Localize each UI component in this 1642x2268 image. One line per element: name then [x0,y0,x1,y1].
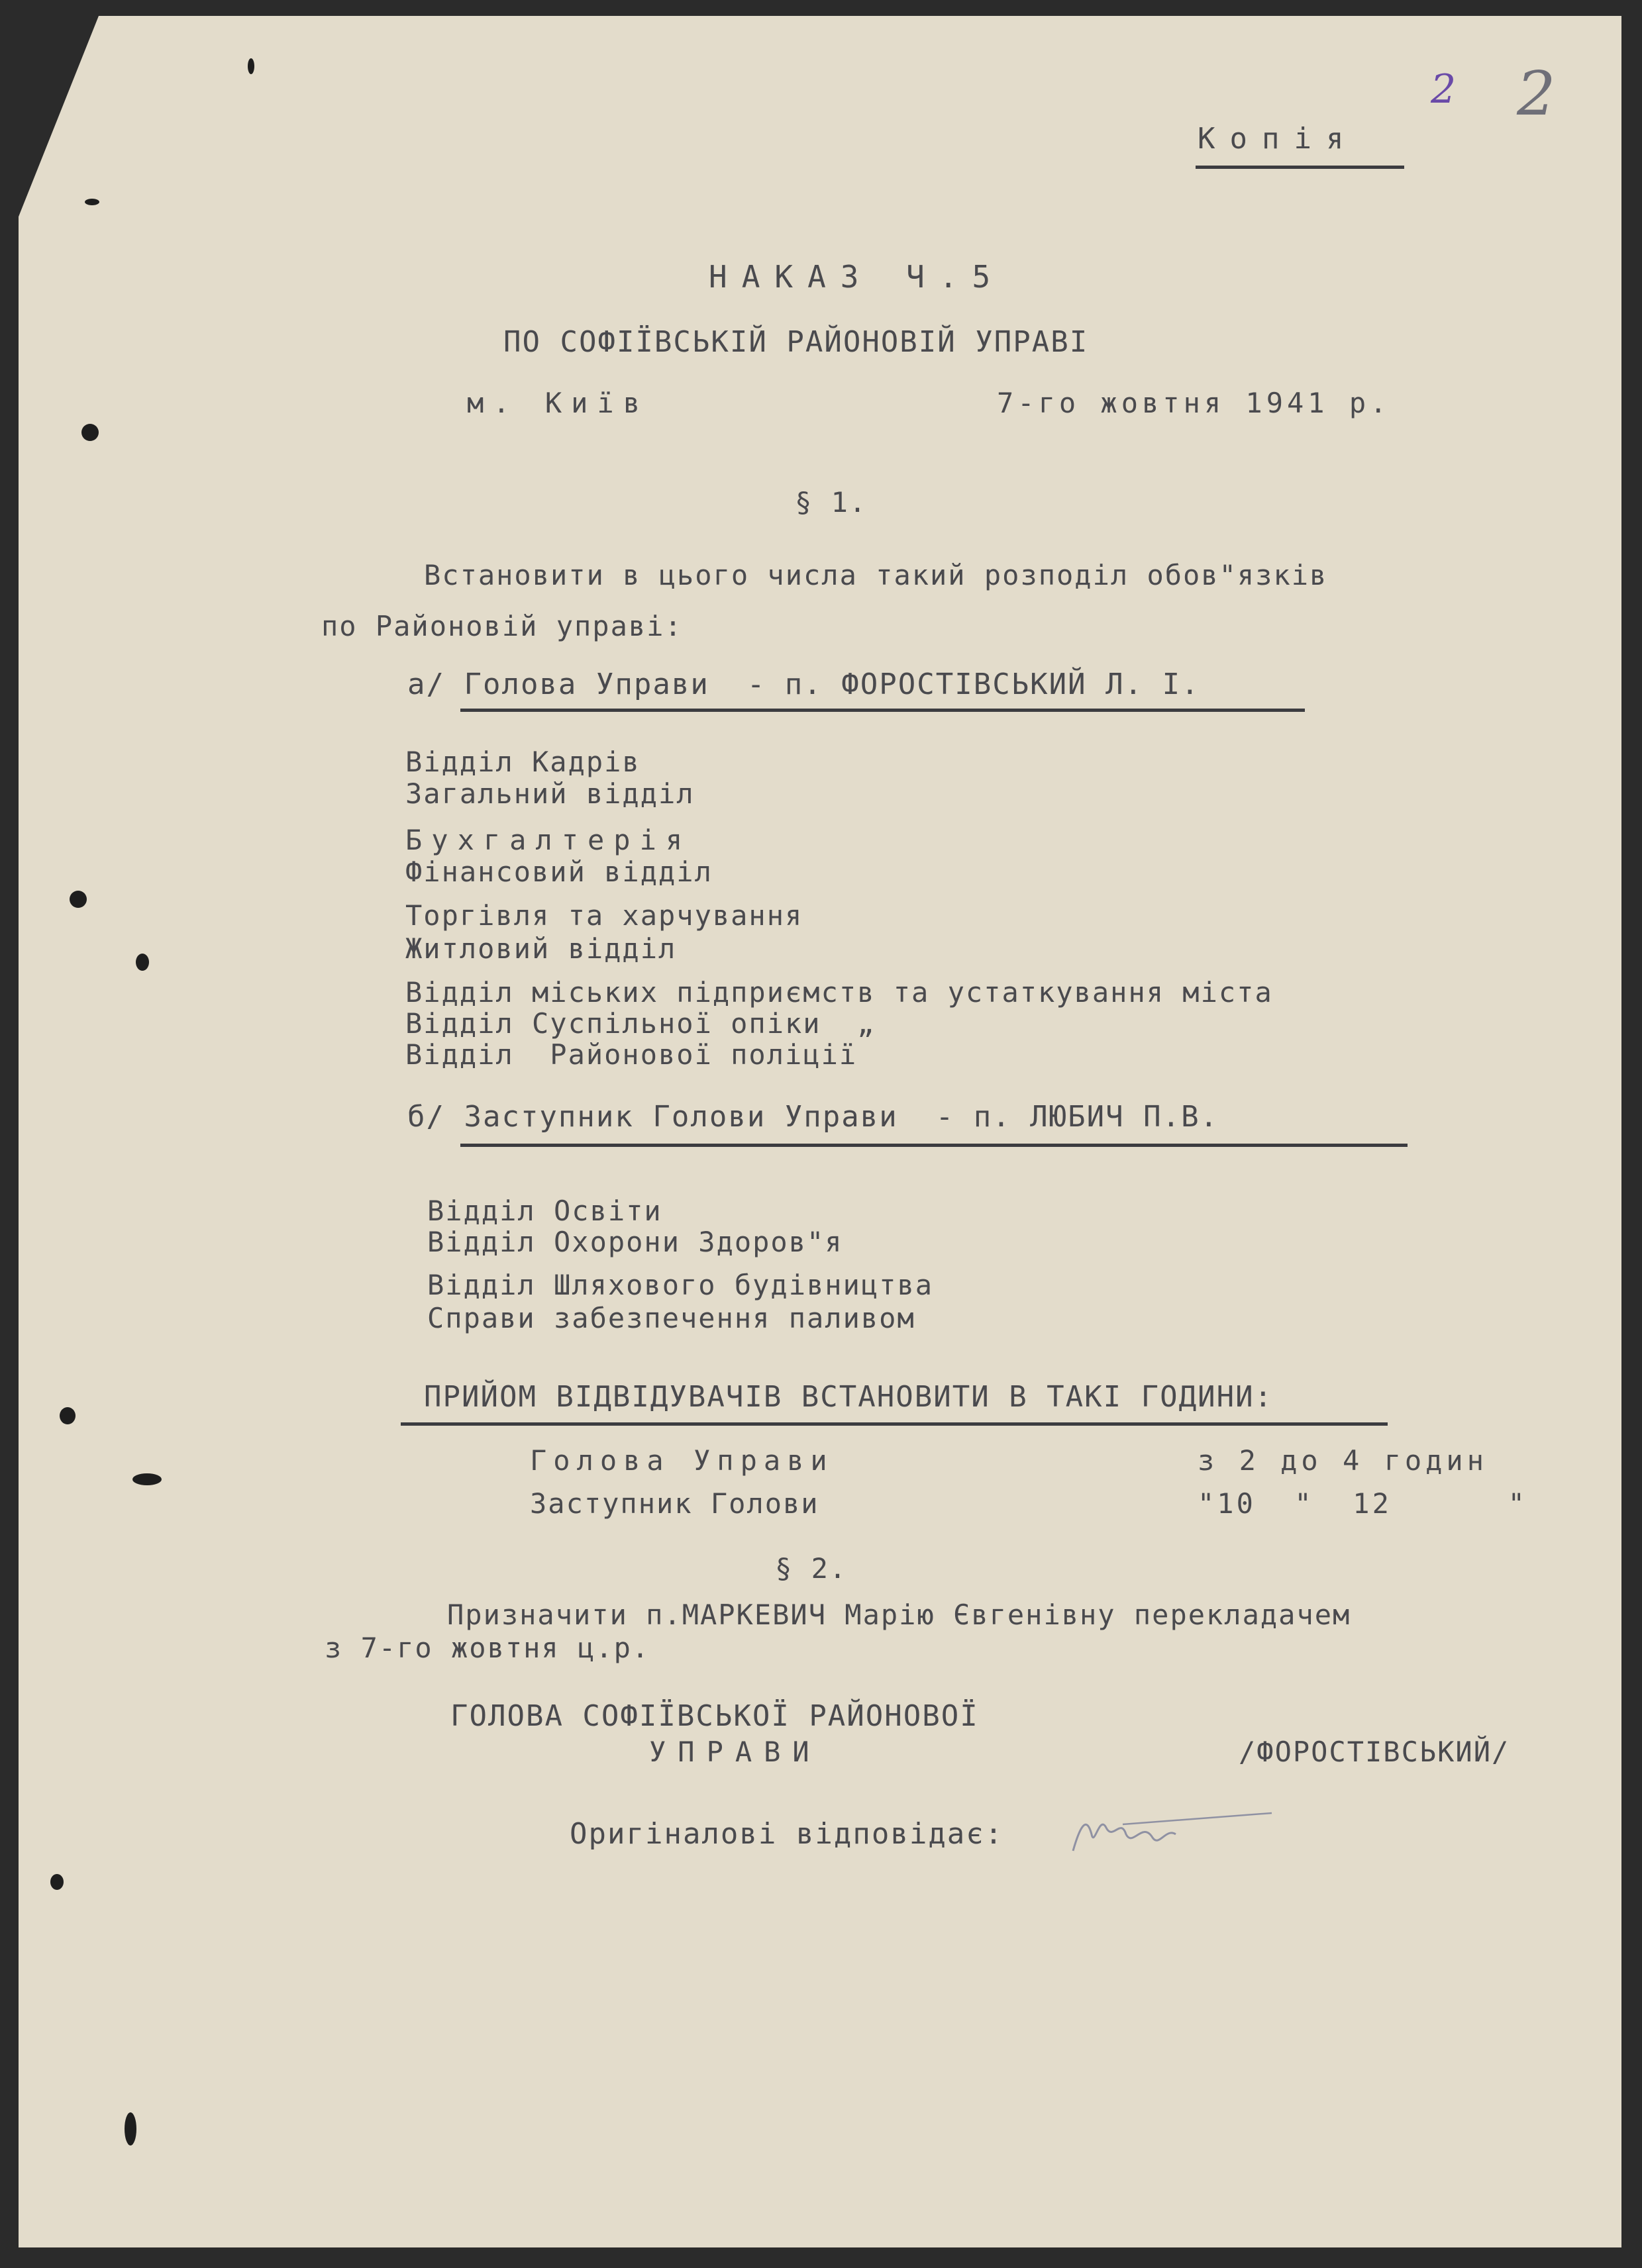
binding-hole [50,1874,64,1890]
section-2-mark: § 2. [775,1552,848,1585]
head-b-assignment: б/ Заступник Голови Управи - п. ЛЮБИЧ П.В. [407,1100,1219,1134]
department-item: Відділ Шляхового будівництва [427,1269,934,1301]
department-item: Відділ Районової поліції [405,1038,858,1071]
folio-number: 2 [1517,58,1556,129]
order-subtitle: ПО СОФІЇВСЬКІЙ РАЙОНОВІЙ УПРАВІ [503,325,1089,359]
binding-hole [85,199,99,205]
binding-hole [132,1473,162,1485]
section-2-text: з 7-го жовтня ц.р. [325,1632,650,1664]
reception-heading: ПРИЙОМ ВІДВІДУВАЧІВ ВСТАНОВИТИ В ТАКІ ГОДИНИ: [424,1380,1274,1414]
signatory-title: ГОЛОВА СОФІЇВСЬКОЇ РАЙОНОВОЇ [450,1699,979,1733]
department-item: Житловий відділ [405,932,677,965]
head-b-underline [460,1144,1408,1147]
signatory-name: /ФОРОСТІВСЬКИЙ/ [1239,1736,1510,1768]
department-item: Справи забезпечення паливом [427,1302,915,1334]
handwritten-signature [1060,1788,1285,1861]
signatory-title: УПРАВИ [649,1736,821,1768]
department-item: Відділ міських підприємств та устаткування міста [405,976,1273,1009]
copy-mark: Копія [1198,122,1359,156]
copy-mark-underline [1196,166,1404,169]
reception-who: Заступник Голови [530,1487,819,1520]
department-item: Загальний відділ [405,777,695,810]
section-1-mark: § 1. [795,486,868,518]
binding-hole [70,891,87,908]
reception-heading-underline [401,1422,1388,1426]
order-title: НАКАЗ Ч.5 [709,259,1005,295]
section-1-intro: по Районовій управі: [321,610,683,642]
section-2-text: Призначити п.МАРКЕВИЧ Марію Євгенівну перекладачем [447,1599,1351,1631]
reception-time: "10 " 12 " [1198,1487,1527,1520]
folio-number: 2 [1431,66,1457,113]
head-a-assignment: а/ Голова Управи - п. ФОРОСТІВСЬКИЙ Л. І. [407,667,1200,701]
binding-hole [81,424,99,441]
department-item: Торгівля та харчування [405,899,803,932]
binding-hole [248,58,254,74]
department-item: Відділ Суспільної опіки „ [405,1007,876,1040]
binding-hole [136,954,149,971]
head-a-underline [460,709,1305,712]
department-item: Фінансовий відділ [405,856,713,888]
binding-hole [125,2112,136,2145]
department-item: Відділ Освіти [427,1195,662,1227]
department-item: Відділ Кадрів [405,746,641,778]
reception-who: Голова Управи [530,1444,834,1477]
city: м. Київ [467,387,650,419]
department-item: Відділ Охорони Здоров"я [427,1226,843,1258]
reception-time: з 2 до 4 годин [1198,1444,1488,1477]
department-item: Бухгалтерія [405,824,692,856]
certification-text: Оригіналові відповідає: [570,1817,1004,1851]
order-date: 7-го жовтня 1941 р. [997,387,1391,419]
section-1-intro: Встановити в цього числа такий розподіл обов"язків [424,559,1328,591]
binding-hole [60,1407,76,1424]
